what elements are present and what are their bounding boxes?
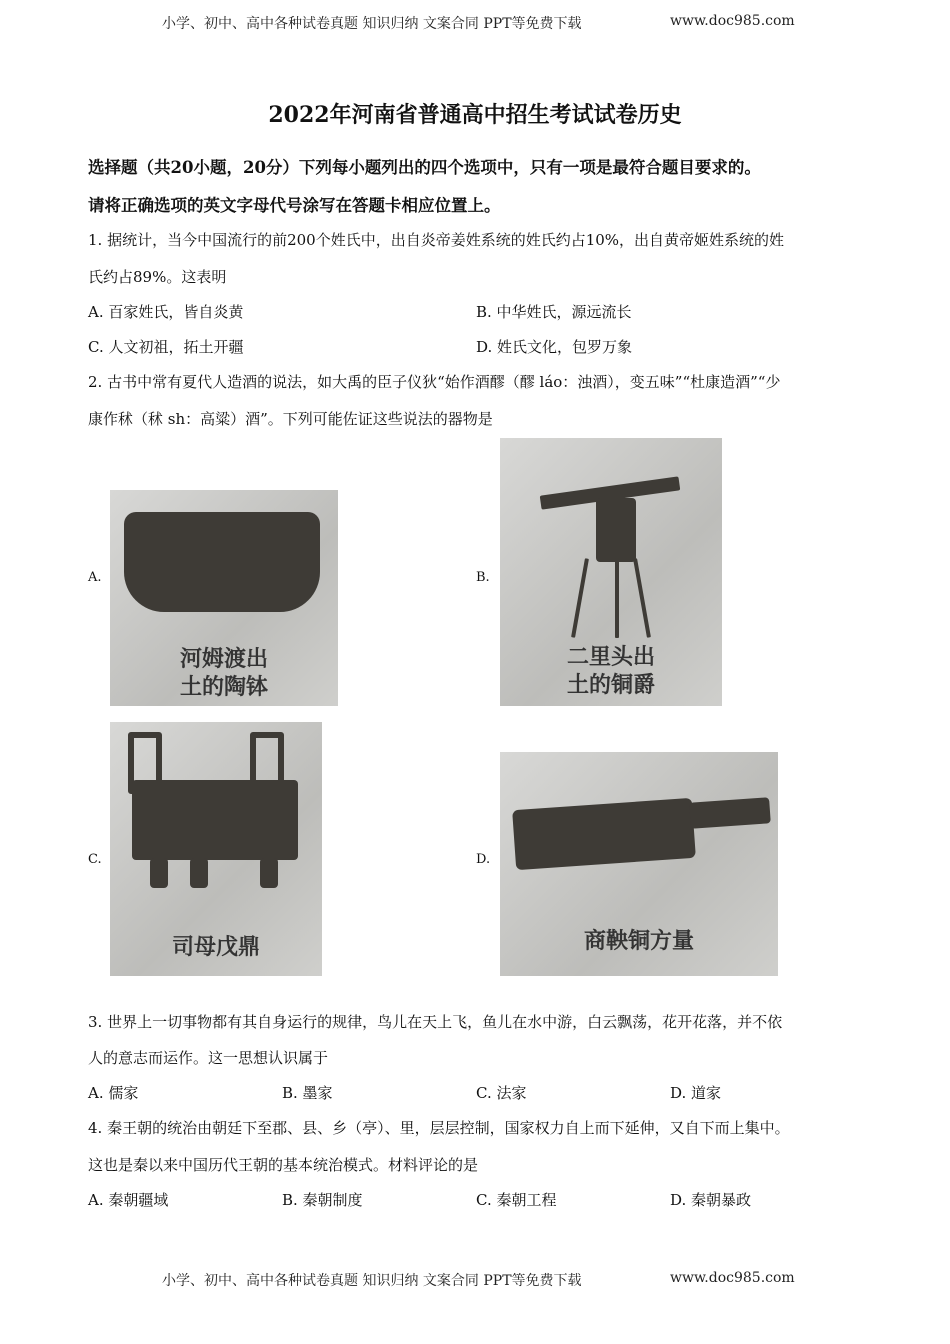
question-3-text: 人的意志而运作。这一思想认识属于	[88, 1049, 329, 1067]
q1-option-c: C. 人文初祖，拓土开疆	[88, 338, 244, 356]
q2-option-d-label: D.	[476, 852, 491, 867]
q4-option-b: B. 秦朝制度	[282, 1191, 363, 1209]
question-1-text: 氏约占89%。这表明	[88, 268, 227, 286]
q4-option-a: A. 秦朝疆域	[88, 1191, 169, 1209]
q1-option-d: D. 姓氏文化，包罗万象	[476, 338, 633, 356]
instruction-line: 选择题（共20小题，20分）下列每小题列出的四个选项中，只有一项是最符合题目要求的。	[88, 158, 761, 177]
question-4-text: 这也是秦以来中国历代王朝的基本统治模式。材料评论的是	[88, 1156, 479, 1174]
footer-site-link[interactable]: www.doc985.com	[670, 1270, 795, 1286]
q4-option-d: D. 秦朝暴政	[670, 1191, 752, 1209]
footer-text: 小学、初中、高中各种试卷真题 知识归纳 文案合同 PPT等免费下载	[162, 1273, 582, 1289]
question-2-text: 康作秫（秫 sh：高粱）酒”。下列可能佐证这些说法的器物是	[88, 410, 493, 428]
bronze-jue-image: 二里头出 土的铜爵	[500, 438, 722, 706]
question-1-text: 1. 据统计，当今中国流行的前200个姓氏中，出自炎帝姜姓系统的姓氏约占10%，出自黄帝姬姓系统的姓	[88, 231, 785, 249]
question-4-text: 4. 秦王朝的统治由朝廷下至郡、县、乡（亭）、里，层层控制，国家权力自上而下延伸，又自下而上集中。	[88, 1119, 790, 1137]
instruction-line: 请将正确选项的英文字母代号涂写在答题卡相应位置上。	[88, 196, 501, 215]
q1-option-a: A. 百家姓氏，皆自炎黄	[88, 303, 244, 321]
simuwu-ding-image: 司母戊鼎	[110, 722, 322, 976]
pottery-bowl-image: 河姆渡出 土的陶钵	[110, 490, 338, 706]
q2-option-c-label: C.	[88, 852, 102, 867]
header-site-link[interactable]: www.doc985.com	[670, 13, 795, 29]
q3-option-b: B. 墨家	[282, 1084, 333, 1102]
q3-option-c: C. 法家	[476, 1084, 527, 1102]
page-title: 2022年河南省普通高中招生考试试卷历史	[268, 102, 682, 128]
shang-yang-measure-image: 商鞅铜方量	[500, 752, 778, 976]
q4-option-c: C. 秦朝工程	[476, 1191, 557, 1209]
header-text: 小学、初中、高中各种试卷真题 知识归纳 文案合同 PPT等免费下载	[162, 16, 582, 32]
q2-option-a-label: A.	[88, 570, 102, 585]
q2-option-b-label: B.	[476, 570, 490, 585]
question-3-text: 3. 世界上一切事物都有其自身运行的规律，鸟儿在天上飞，鱼儿在水中游，白云飘荡，花开花落，并不依	[88, 1013, 783, 1031]
q3-option-d: D. 道家	[670, 1084, 722, 1102]
q1-option-b: B. 中华姓氏，源远流长	[476, 303, 632, 321]
question-2-text: 2. 古书中常有夏代人造酒的说法，如大禹的臣子仪狄“始作酒醪（醪 láo：浊酒），变五味”“杜康造酒”“少	[88, 373, 781, 391]
q3-option-a: A. 儒家	[88, 1084, 139, 1102]
